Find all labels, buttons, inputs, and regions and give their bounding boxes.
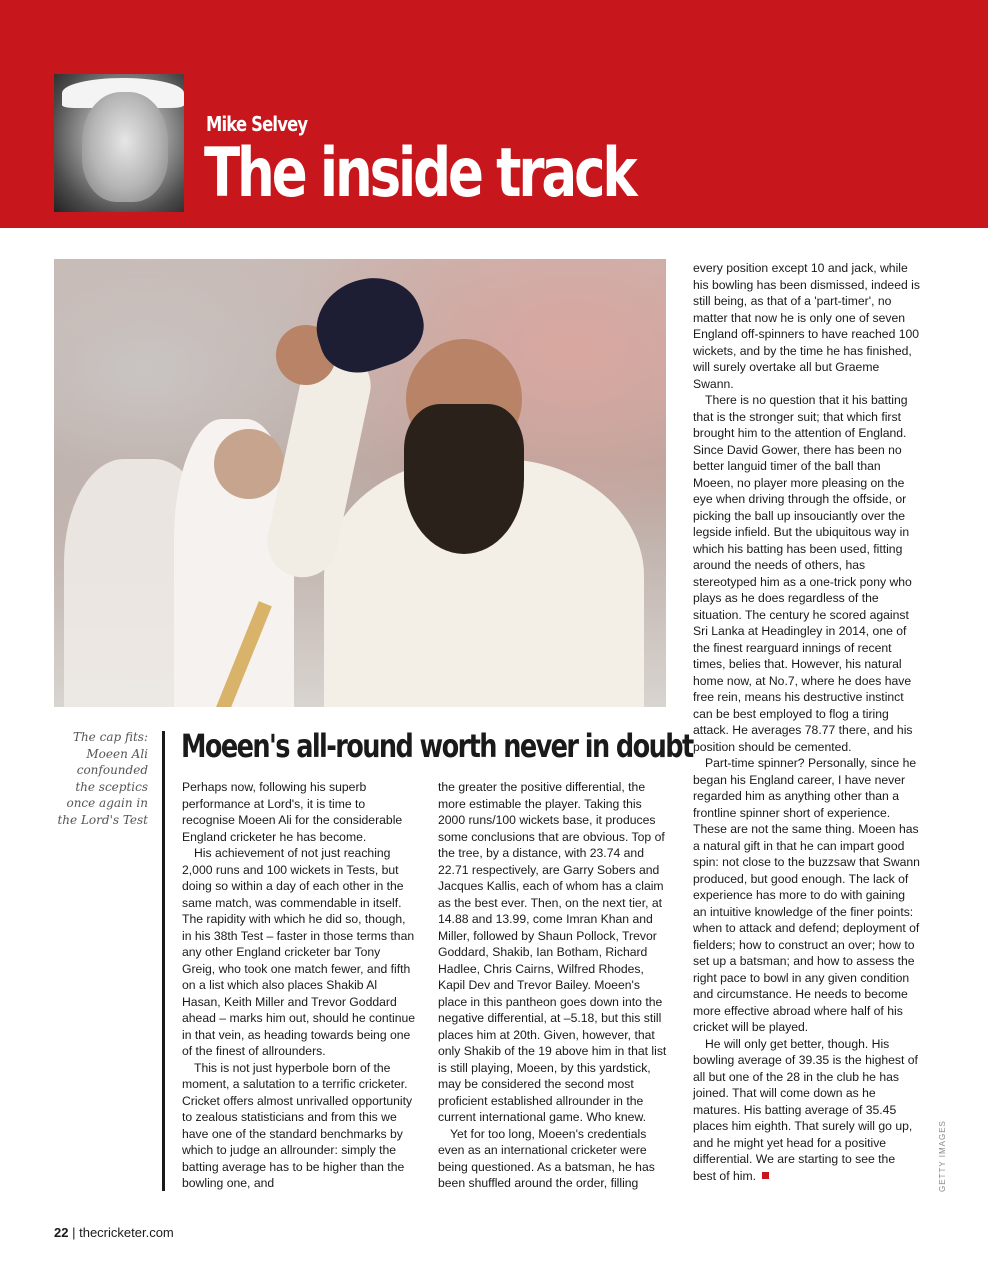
footer-separator: | (72, 1225, 76, 1240)
photo-credit: GETTY IMAGES (938, 1120, 947, 1192)
paragraph: His achievement of not just reaching 2,000 runs and 100 wickets in Tests, but doing so within a day of each other in the same match, was commendable in itself. The rapidity with which he did so, though, in his 38th Test – faster in those terms than any other England cricketer bar Tony Greig, who took one match fewer, and fifth on a list which also places Shakib Al Hasan, Keith Miller and Trevor Goddard ahead – marks him out, should he continue in that vein, as heading towards being one of the finest of allrounders. (182, 846, 416, 1058)
page-footer (54, 1225, 174, 1240)
player-beard (404, 404, 524, 554)
column-title: The inside track (204, 134, 635, 213)
article-headline: Moeen's all-round worth never in doubt (181, 727, 693, 765)
header-banner (0, 0, 988, 228)
paragraph: There is no question that it his batting that is the stronger suit; that which first brought him to the attention of England. Since David Gower, there has been no better languid timer of the ball than Moeen, no player more pleasing on the eye when driving through the offside, or picking the ball up insouciantly over the legside infield. But the ubiquitous way in which his batting has been used, fitting around the needs of others, has stereotyped him as a one-trick pony who plays as he does regardless of the situation. The century he scored against Sri Lanka at Headingley in 2014, one of the finest rearguard innings of recent times, belies that. However, his natural home now, at No.7, where he does have free rein, means his destructive instinct can be best employed to flog a tiring attack. He averages 78.77 there, and his position should be cemented. (693, 393, 913, 754)
paragraph: Perhaps now, following his superb performance at Lord's, it is time to recognise Moeen Ali for the considerable England cricketer he has become. (182, 780, 403, 844)
author-face-shape (82, 92, 168, 202)
end-of-article-mark (762, 1172, 769, 1179)
paragraph-text: He will only get better, though. His bowling average of 39.35 is the highest of all but one of the 28 in the club he has joined. That will come down as he matures. His batting average of 35.45 places him eighth. That surely will go up, and he might yet head for a positive differential. We are starting to see the best of him. (693, 1036, 918, 1183)
caption-divider (162, 731, 165, 1191)
paragraph: Part-time spinner? Personally, since he began his England career, I have never regarded him as anything other than a frontline spinner short of experience. These are not the same thing. Moeen has a natural gift in that he can impart good spin: not close to the buzzsaw that Swann produced, but good enough. The lack of experience has more to do with gaining an intuitive knowledge of the finer points: when to attack and defend; deployment of fielders; how to construct an over; how to set up a batsman; and how to assess the right pace to bowl in any given condition and circumstance. He needs to become more effective abroad where half of his cricket will be played. (693, 756, 920, 1034)
paragraph: This is not just hyperbole born of the moment, a salutation to a terrific cricketer. Cricket offers almost unrivalled opportunity to zealous statisticians and from this we have one of the standard benchmarks by which to judge an allrounder: simply the batting average has to be higher than the bowling one, and (182, 1060, 413, 1190)
paragraph: the greater the positive differential, the more estimable the player. Taking this 2000 runs/100 wickets base, it produces some conclusions that are obvious. Top of the tree, by a distance, with 23.74 and 22.71 respectively, are Garry Sobers and Jacques Kallis, each of whom has a claim as the best ever. Then, on the next tier, at 14.88 and 13.99, come Imran Khan and Miller, followed by Shaun Pollock, Trevor Goddard, Shakib, Ian Botham, Richard Hadlee, Chris Cairns, Wilfred Rhodes, Kapil Dev and Trevor Bailey. Moeen's place in this pantheon goes down into the negative differential, at –5.18, but this still places him at 20th. Given, however, that only Shakib of the 19 above him in that list is still playing, Moeen, by this yardstick, may be considered the second most proficient established allrounder in the current international game. Who knew. (438, 780, 667, 1124)
photo-caption: The cap fits: Moeen Ali confounded the sceptics once again in the Lord's Test (57, 730, 148, 827)
hero-photo (54, 259, 666, 707)
site-url: thecricketer.com (79, 1225, 174, 1240)
paragraph: every position except 10 and jack, while his bowling has been dismissed, indeed is still being, as that of a 'part-timer', no matter that now he is only one of seven England off-spinners to have reached 100 wickets, and by the time he has finished, will surely overtake all but Graeme Swann. (693, 261, 920, 391)
article-column-1 (182, 779, 416, 1192)
author-name: Mike Selvey (206, 112, 308, 136)
article-column-2 (438, 779, 672, 1192)
author-portrait (54, 74, 184, 212)
page-number: 22 (54, 1225, 69, 1240)
paragraph: Yet for too long, Moeen's credentials even as an international cricketer were being questioned. As a batsman, he has been shuffled around the order, filling (438, 1126, 655, 1190)
background-player-head (214, 429, 284, 499)
article-column-3 (693, 260, 921, 1184)
paragraph (693, 1036, 921, 1185)
